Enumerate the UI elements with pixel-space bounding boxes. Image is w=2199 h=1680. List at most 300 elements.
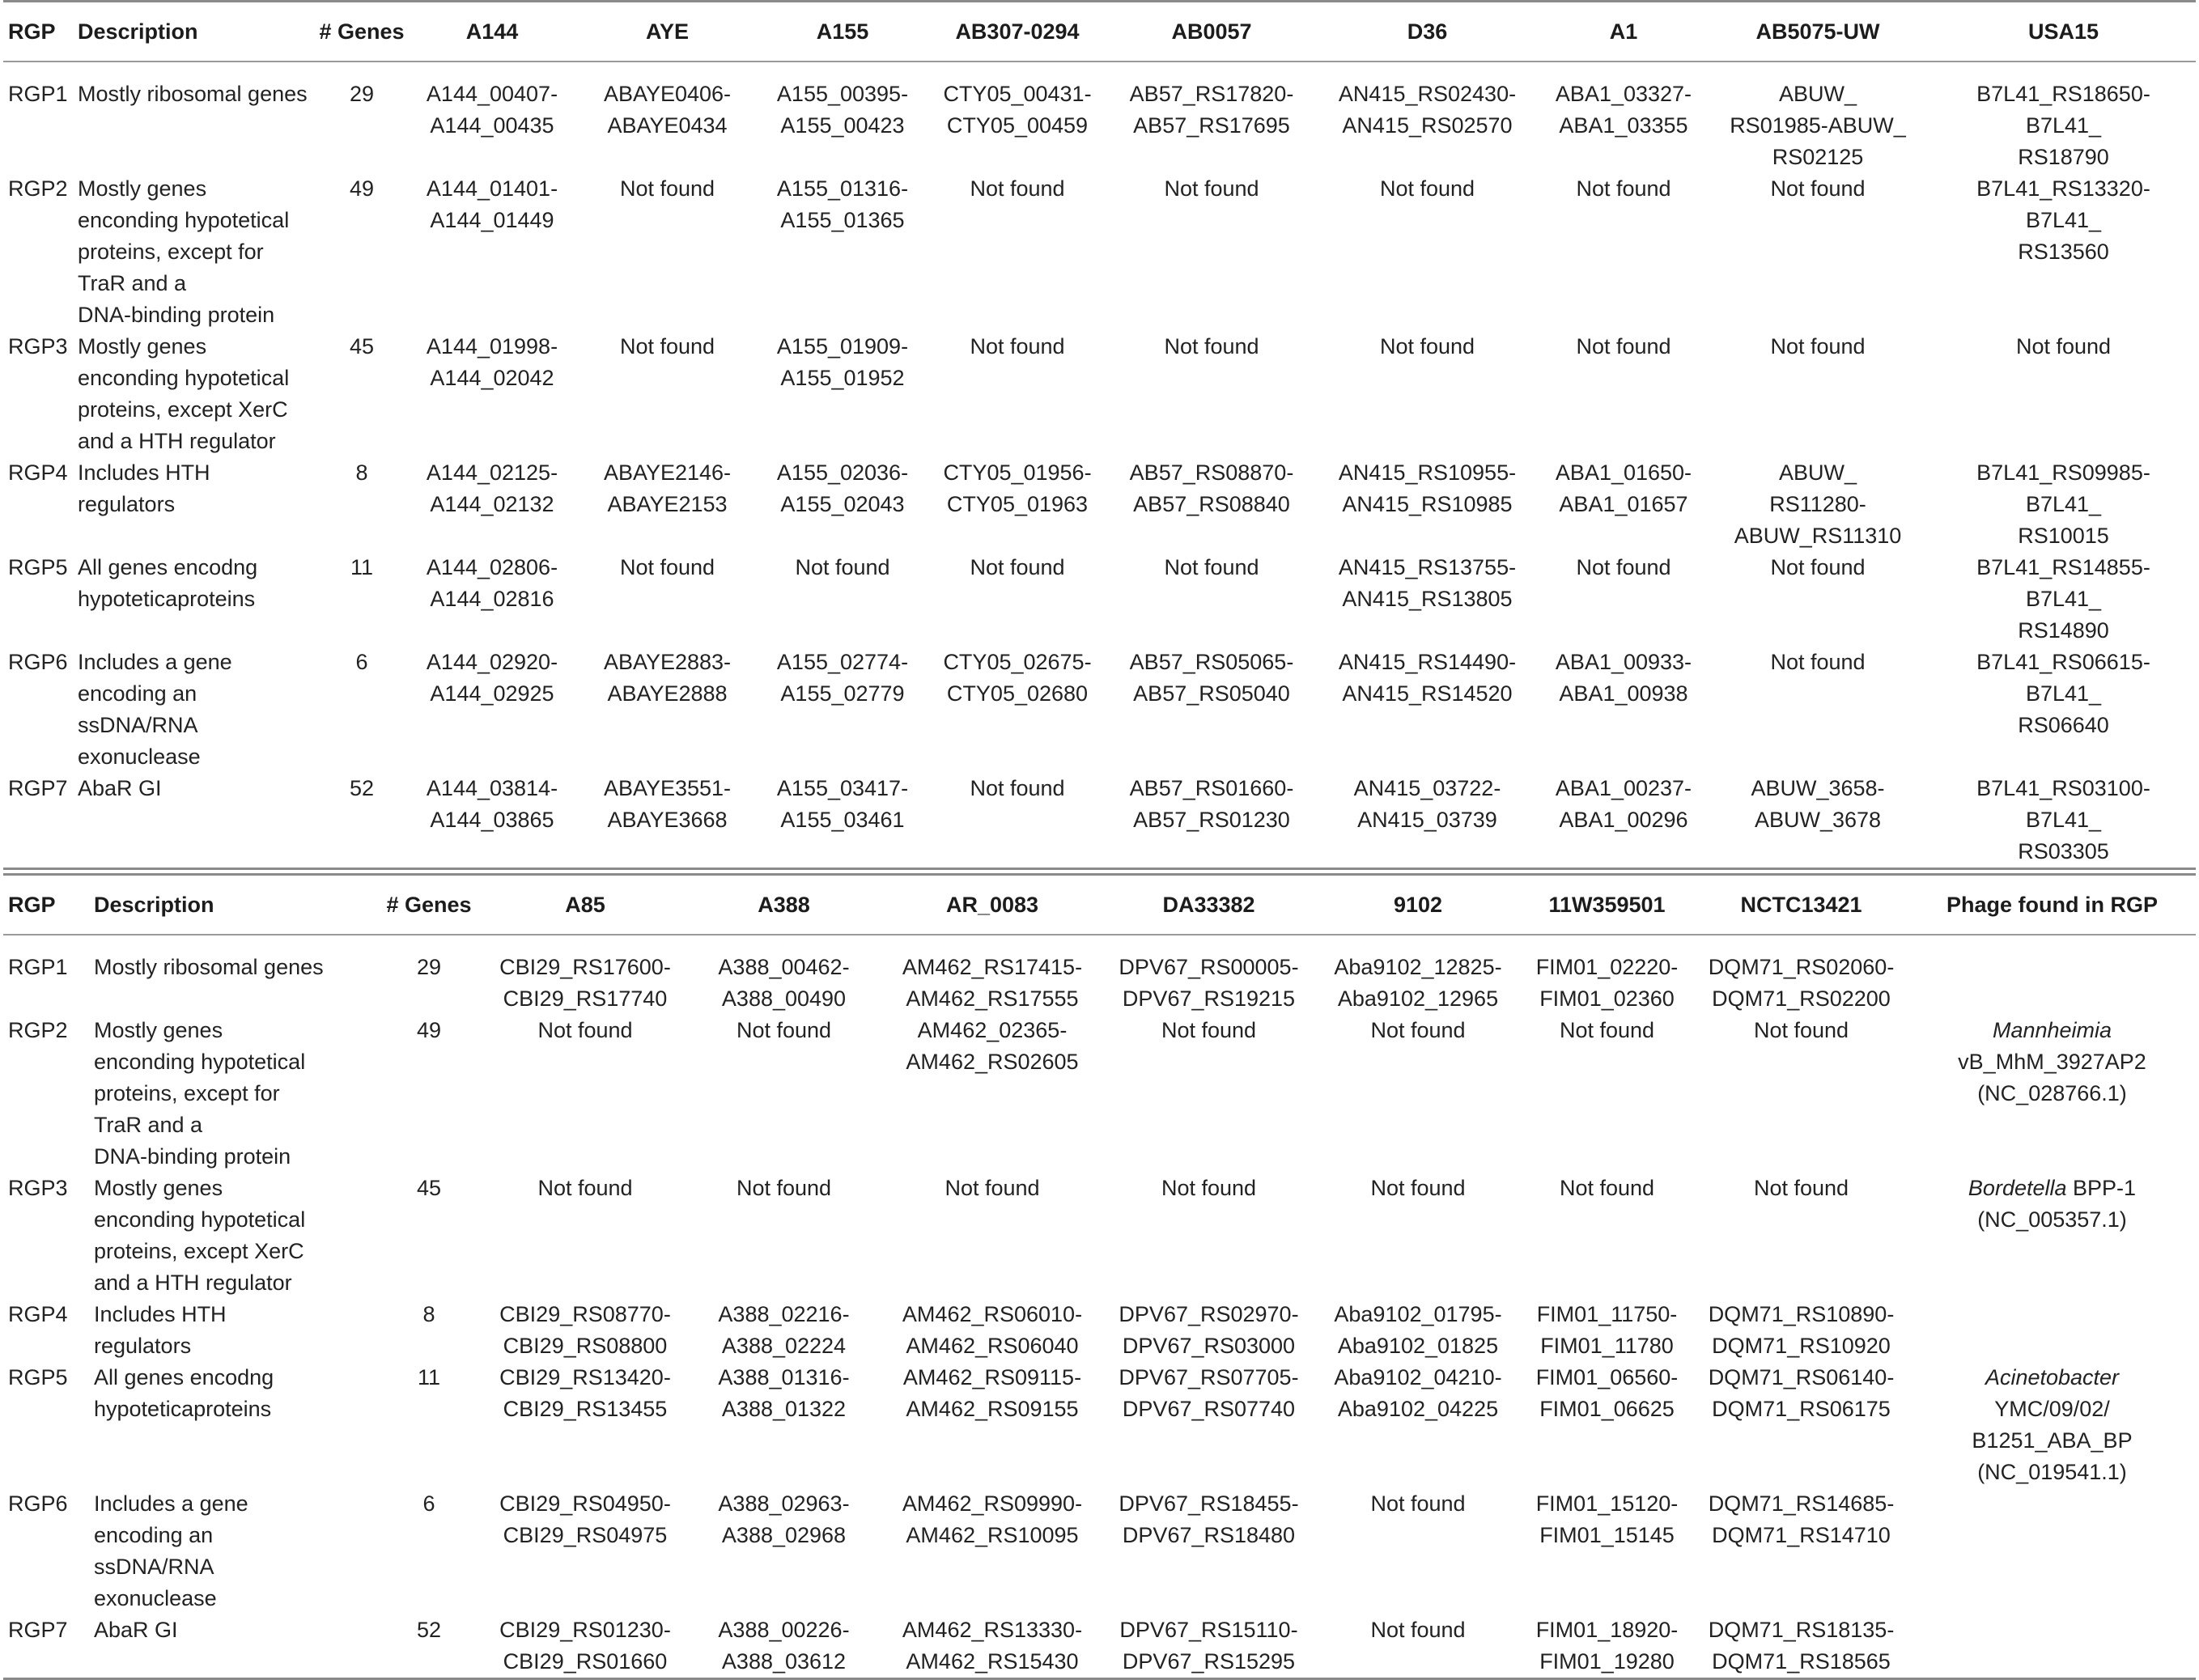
locus-cell <box>685 1015 883 1173</box>
locus-cell <box>762 773 923 869</box>
locus-line: Not found <box>736 1176 832 1200</box>
locus-line: CTY05_02680 <box>946 681 1089 706</box>
locus-line: ABUW_3658- <box>1751 776 1885 800</box>
locus-cell <box>1102 1173 1316 1299</box>
description-line: enconding hypotetical <box>78 208 290 232</box>
phage-cell <box>1908 935 2196 1015</box>
description-line: Mostly genes <box>78 334 207 358</box>
locus-cell <box>1312 647 1543 773</box>
locus-line: DPV67_RS03000 <box>1122 1334 1296 1358</box>
locus-line: B7L41_RS18650- <box>1976 82 2150 106</box>
locus-line: B7L41_ <box>2025 208 2102 232</box>
locus-cell <box>685 1299 883 1362</box>
locus-cell <box>573 457 762 552</box>
phage-name: YMC/09/02/ <box>1994 1397 2110 1421</box>
description-line: TraR and a <box>78 271 187 295</box>
rgp-cell: RGP2 <box>8 176 68 201</box>
locus-line: B7L41_RS13320- <box>1976 176 2150 201</box>
column-header: DA33382 <box>1162 892 1255 917</box>
locus-cell <box>1102 1299 1316 1362</box>
locus-cell <box>1102 1015 1316 1173</box>
locus-cell <box>762 173 923 331</box>
locus-line: ABAYE0406- <box>603 82 732 106</box>
locus-line: Not found <box>970 776 1065 800</box>
locus-cell <box>1520 1614 1694 1679</box>
locus-cell <box>411 552 573 647</box>
locus-line: ABA1_01657 <box>1559 492 1688 516</box>
locus-cell <box>411 331 573 457</box>
locus-line: AB57_RS05065- <box>1129 650 1294 674</box>
locus-cell <box>883 1614 1102 1679</box>
rgp-cell: RGP7 <box>8 776 68 800</box>
description-cell <box>94 1173 372 1299</box>
rgp-cell: RGP3 <box>8 1176 68 1200</box>
locus-line: DQM71_RS06140- <box>1708 1365 1895 1389</box>
locus-line: CBI29_RS13420- <box>499 1365 671 1389</box>
locus-cell <box>411 647 573 773</box>
locus-line: A144_02925 <box>430 681 554 706</box>
locus-line: ABUW_3678 <box>1754 808 1882 832</box>
locus-cell <box>1111 457 1312 552</box>
locus-cell <box>1312 62 1543 173</box>
locus-cell <box>685 935 883 1015</box>
description-cell <box>78 173 312 331</box>
phage-cell <box>1908 1299 2196 1362</box>
gene-count-cell: 11 <box>417 1365 441 1389</box>
locus-line: B7L41_ <box>2025 587 2102 611</box>
description-line: proteins, except for <box>94 1081 280 1105</box>
locus-line: Aba9102_04225 <box>1337 1397 1499 1421</box>
locus-line: B7L41_RS03100- <box>1976 776 2150 800</box>
description-line: Mostly ribosomal genes <box>78 82 308 106</box>
description-line: proteins, except XerC <box>78 397 288 422</box>
column-header: AR_0083 <box>945 892 1039 917</box>
locus-cell <box>1102 1614 1316 1679</box>
locus-cell <box>1520 1173 1694 1299</box>
locus-line: ABAYE3551- <box>603 776 732 800</box>
description-line: hypoteticaproteins <box>78 587 256 611</box>
locus-line: Not found <box>970 555 1065 579</box>
description-line: Includes a gene <box>78 650 232 674</box>
locus-line: A144_01449 <box>430 208 554 232</box>
description-line: All genes encodng <box>78 555 258 579</box>
locus-line: Aba9102_12965 <box>1337 986 1499 1011</box>
locus-cell <box>411 773 573 869</box>
table-row <box>3 1299 2196 1362</box>
locus-line: A155_02043 <box>780 492 905 516</box>
column-header: AB5075-UW <box>1755 19 1880 44</box>
rgp-cell: RGP3 <box>8 334 68 358</box>
locus-cell <box>1312 552 1543 647</box>
locus-line: Not found <box>619 555 715 579</box>
locus-line: B7L41_RS09985- <box>1976 460 2150 485</box>
locus-line: Not found <box>1559 1018 1655 1042</box>
gene-count-cell: 49 <box>416 1018 442 1042</box>
rgp-cell: RGP6 <box>8 650 68 674</box>
locus-line: Not found <box>1770 334 1866 358</box>
locus-cell <box>1111 331 1312 457</box>
table-row <box>3 1015 2196 1173</box>
table-row <box>3 647 2196 773</box>
locus-line: A388_02963- <box>718 1491 850 1516</box>
phage-genus: Acinetobacter <box>1985 1365 2120 1389</box>
locus-cell <box>685 1614 883 1679</box>
locus-line: Not found <box>1164 555 1259 579</box>
locus-cell <box>1111 62 1312 173</box>
locus-line: AB57_RS08840 <box>1133 492 1290 516</box>
locus-line: A144_03814- <box>426 776 558 800</box>
locus-cell <box>1316 935 1520 1015</box>
phage-name: (NC_019541.1) <box>1977 1460 2127 1484</box>
locus-cell <box>1312 173 1543 331</box>
locus-line: ABAYE2883- <box>603 650 732 674</box>
locus-line: AM462_RS15430 <box>906 1649 1079 1674</box>
locus-cell <box>1694 1614 1908 1679</box>
column-header: A155 <box>816 19 869 44</box>
locus-cell <box>486 1488 685 1614</box>
locus-cell <box>486 1362 685 1488</box>
column-header: AB307-0294 <box>955 19 1080 44</box>
description-cell <box>94 1614 372 1679</box>
locus-line: DQM71_RS06175 <box>1712 1397 1891 1421</box>
locus-line: Aba9102_01795- <box>1334 1302 1502 1326</box>
locus-line: DPV67_RS02970- <box>1119 1302 1299 1326</box>
locus-cell <box>573 647 762 773</box>
locus-line: CTY05_01956- <box>943 460 1092 485</box>
locus-line: CTY05_02675- <box>943 650 1092 674</box>
locus-cell <box>486 935 685 1015</box>
locus-cell <box>1520 935 1694 1015</box>
locus-line: Not found <box>1164 176 1259 201</box>
description-cell <box>94 1488 372 1614</box>
description-line: exonuclease <box>94 1586 217 1610</box>
locus-line: A144_02920- <box>426 650 558 674</box>
gene-count-cell: 29 <box>349 82 375 106</box>
description-line: All genes encodng <box>94 1365 274 1389</box>
locus-line: A144_00407- <box>426 82 558 106</box>
phage-cell <box>1908 1488 2196 1614</box>
locus-cell <box>923 331 1111 457</box>
locus-line: Not found <box>537 1176 633 1200</box>
rgp-cell: RGP2 <box>8 1018 68 1042</box>
locus-line: Not found <box>1161 1018 1257 1042</box>
locus-line: Not found <box>736 1018 832 1042</box>
locus-cell <box>883 1362 1102 1488</box>
locus-line: A144_02132 <box>430 492 554 516</box>
locus-line: Not found <box>1576 334 1671 358</box>
locus-line: A388_02216- <box>718 1302 850 1326</box>
locus-line: AB57_RS17820- <box>1129 82 1294 106</box>
locus-line: AN415_RS02430- <box>1338 82 1517 106</box>
locus-line: AM462_RS17555 <box>906 986 1079 1011</box>
locus-line: RS14890 <box>2018 618 2109 643</box>
description-line: enconding hypotetical <box>94 1207 306 1232</box>
phage-genus: Bordetella <box>1968 1176 2067 1200</box>
locus-line: RS13560 <box>2018 240 2109 264</box>
locus-cell <box>1312 457 1543 552</box>
locus-line: FIM01_15145 <box>1539 1523 1675 1547</box>
phage-name: (NC_005357.1) <box>1977 1207 2127 1232</box>
locus-line: Not found <box>1576 555 1671 579</box>
locus-line: ABUW_RS11310 <box>1734 524 1902 548</box>
locus-line: ABAYE0434 <box>607 113 728 138</box>
locus-cell <box>411 173 573 331</box>
table-row <box>3 173 2196 331</box>
locus-cell <box>1111 647 1312 773</box>
locus-cell <box>1931 173 2196 331</box>
locus-cell <box>1316 1173 1520 1299</box>
locus-line: AN415_RS10955- <box>1338 460 1517 485</box>
locus-line: AM462_RS09155 <box>906 1397 1079 1421</box>
locus-cell <box>1931 331 2196 457</box>
column-header: # Genes <box>319 19 405 44</box>
locus-line: ABAYE2888 <box>607 681 728 706</box>
locus-cell <box>411 62 573 173</box>
locus-line: DPV67_RS00005- <box>1119 955 1299 979</box>
locus-line: ABA1_00933- <box>1555 650 1692 674</box>
locus-line: AM462_RS06040 <box>906 1334 1079 1358</box>
locus-line: CBI29_RS13455 <box>503 1397 668 1421</box>
phage-cell <box>1908 1015 2196 1173</box>
locus-line: RS11280- <box>1769 492 1866 516</box>
locus-line: Not found <box>1576 176 1671 201</box>
locus-cell <box>685 1362 883 1488</box>
locus-cell <box>1316 1614 1520 1679</box>
column-header: RGP <box>8 892 56 917</box>
locus-cell <box>573 552 762 647</box>
locus-cell <box>573 331 762 457</box>
table-row <box>3 1362 2196 1488</box>
rgp-cell: RGP5 <box>8 1365 68 1389</box>
locus-cell <box>1102 1362 1316 1488</box>
locus-cell <box>1111 773 1312 869</box>
locus-cell <box>1543 331 1704 457</box>
locus-line: RS18790 <box>2018 145 2109 169</box>
gene-count-cell: 52 <box>349 776 375 800</box>
locus-line: AN415_RS10985 <box>1342 492 1513 516</box>
locus-cell <box>1316 1362 1520 1488</box>
locus-line: Not found <box>970 334 1065 358</box>
description-line: encoding an <box>94 1523 214 1547</box>
locus-line: FIM01_02220- <box>1535 955 1679 979</box>
locus-line: A155_01909- <box>776 334 909 358</box>
locus-line: AM462_RS06010- <box>902 1302 1083 1326</box>
gene-count-cell: 29 <box>416 955 442 979</box>
locus-cell <box>1704 331 1931 457</box>
description-cell <box>78 647 312 773</box>
locus-cell <box>1704 773 1931 869</box>
locus-line: A155_02779 <box>780 681 905 706</box>
locus-line: AM462_RS17415- <box>902 955 1083 979</box>
locus-line: DQM71_RS14685- <box>1708 1491 1895 1516</box>
locus-line: DPV67_RS07705- <box>1119 1365 1299 1389</box>
table-row <box>3 1614 2196 1679</box>
locus-line: AN415_RS02570 <box>1342 113 1513 138</box>
column-header: Description <box>78 19 198 44</box>
locus-line: Not found <box>619 334 715 358</box>
locus-line: RS03305 <box>2018 839 2109 863</box>
locus-line: AN415_RS13805 <box>1342 587 1513 611</box>
locus-cell <box>1520 1015 1694 1173</box>
column-header: Description <box>94 892 214 917</box>
locus-line: DPV67_RS15295 <box>1122 1649 1296 1674</box>
locus-cell <box>923 173 1111 331</box>
locus-line: A155_01365 <box>780 208 905 232</box>
locus-cell <box>1543 457 1704 552</box>
locus-cell <box>411 457 573 552</box>
locus-line: A388_00490 <box>721 986 847 1011</box>
description-line: DNA-binding protein <box>94 1144 291 1169</box>
locus-line: Not found <box>795 555 890 579</box>
description-line: Includes a gene <box>94 1491 248 1516</box>
description-line: Mostly genes <box>94 1018 223 1042</box>
locus-line: CTY05_01963 <box>946 492 1089 516</box>
table-row <box>3 1173 2196 1299</box>
locus-cell <box>1694 1299 1908 1362</box>
column-header: # Genes <box>386 892 472 917</box>
locus-cell <box>573 773 762 869</box>
locus-line: A144_02816 <box>430 587 554 611</box>
locus-line: A388_01322 <box>721 1397 847 1421</box>
locus-line: CBI29_RS01660 <box>503 1649 668 1674</box>
locus-line: AB57_RS08870- <box>1129 460 1294 485</box>
locus-line: Not found <box>1770 555 1866 579</box>
locus-line: B7L41_ <box>2025 113 2102 138</box>
column-header: A1 <box>1609 19 1638 44</box>
table-row <box>3 773 2196 869</box>
description-line: AbaR GI <box>78 776 162 800</box>
description-line: and a HTH regulator <box>94 1271 292 1295</box>
locus-line: A388_02224 <box>721 1334 847 1358</box>
locus-line: DPV67_RS19215 <box>1122 986 1296 1011</box>
locus-line: Not found <box>2015 334 2112 358</box>
locus-cell <box>1520 1488 1694 1614</box>
gene-count-cell: 45 <box>416 1176 442 1200</box>
locus-line: DQM71_RS02200 <box>1712 986 1891 1011</box>
locus-cell <box>1704 62 1931 173</box>
locus-line: A144_03865 <box>430 808 554 832</box>
locus-cell <box>1312 773 1543 869</box>
column-header: D36 <box>1407 19 1448 44</box>
locus-cell <box>883 1173 1102 1299</box>
locus-line: CBI29_RS04950- <box>499 1491 671 1516</box>
description-line: TraR and a <box>94 1113 203 1137</box>
description-cell <box>94 1362 372 1488</box>
locus-line: Not found <box>1559 1176 1655 1200</box>
locus-line: AM462_02365- <box>917 1018 1068 1042</box>
description-line: and a HTH regulator <box>78 429 276 453</box>
column-header: A85 <box>565 892 605 917</box>
locus-line: ABAYE2153 <box>607 492 728 516</box>
locus-line: FIM01_15120- <box>1535 1491 1679 1516</box>
locus-line: AM462_RS02605 <box>906 1050 1079 1074</box>
phage-name: B1251_ABA_BP <box>1972 1428 2133 1453</box>
rgp-cell: RGP4 <box>8 460 68 485</box>
locus-line: CBI29_RS08770- <box>499 1302 671 1326</box>
locus-line: Not found <box>970 176 1065 201</box>
description-line: Includes HTH <box>78 460 210 485</box>
locus-line: Not found <box>1770 650 1866 674</box>
locus-line: Not found <box>1164 334 1259 358</box>
locus-cell <box>923 647 1111 773</box>
locus-cell <box>685 1173 883 1299</box>
locus-cell <box>1704 457 1931 552</box>
table-row <box>3 552 2196 647</box>
locus-cell <box>923 457 1111 552</box>
locus-line: CBI29_RS04975 <box>503 1523 668 1547</box>
description-cell <box>78 552 312 647</box>
locus-line: ABA1_00296 <box>1559 808 1688 832</box>
locus-cell <box>762 647 923 773</box>
table-row <box>3 935 2196 1015</box>
locus-cell <box>1931 457 2196 552</box>
description-line: ssDNA/RNA <box>78 713 198 737</box>
rgp-table-2 <box>3 873 2196 1680</box>
locus-line: CTY05_00459 <box>946 113 1089 138</box>
locus-line: AB57_RS05040 <box>1133 681 1290 706</box>
description-cell <box>94 1015 372 1173</box>
locus-line: ABA1_00237- <box>1555 776 1692 800</box>
locus-line: RS10015 <box>2018 524 2109 548</box>
locus-line: AN415_03722- <box>1353 776 1501 800</box>
locus-line: A144_01998- <box>426 334 558 358</box>
locus-line: ABA1_03327- <box>1555 82 1692 106</box>
locus-line: RS02125 <box>1772 145 1864 169</box>
locus-line: Not found <box>1370 1018 1466 1042</box>
locus-line: RS06640 <box>2018 713 2109 737</box>
locus-cell <box>923 773 1111 869</box>
locus-line: DPV67_RS18455- <box>1119 1491 1299 1516</box>
locus-line: Not found <box>1753 1018 1849 1042</box>
locus-line: Not found <box>1161 1176 1257 1200</box>
locus-line: DQM71_RS18565 <box>1712 1649 1891 1674</box>
locus-line: ABAYE3668 <box>607 808 728 832</box>
phage-cell <box>1908 1362 2196 1488</box>
phage-name: (NC_028766.1) <box>1977 1081 2127 1105</box>
locus-cell <box>486 1299 685 1362</box>
locus-line: CBI29_RS08800 <box>503 1334 668 1358</box>
locus-line: AB57_RS17695 <box>1133 113 1290 138</box>
locus-cell <box>923 552 1111 647</box>
locus-cell <box>1316 1015 1520 1173</box>
locus-cell <box>486 1614 685 1679</box>
table-header-row <box>3 875 2196 935</box>
locus-line: A388_00462- <box>718 955 850 979</box>
locus-cell <box>923 62 1111 173</box>
description-line: regulators <box>94 1334 192 1358</box>
locus-line: DQM71_RS02060- <box>1708 955 1895 979</box>
description-cell <box>78 62 312 173</box>
gene-count-cell: 45 <box>349 334 375 358</box>
locus-cell <box>762 457 923 552</box>
locus-line: AN415_RS14520 <box>1342 681 1513 706</box>
locus-line: Not found <box>945 1176 1040 1200</box>
locus-line: A155_02774- <box>776 650 909 674</box>
table-row <box>3 1488 2196 1614</box>
locus-line: A155_02036- <box>776 460 909 485</box>
locus-cell <box>883 1015 1102 1173</box>
locus-cell <box>1543 773 1704 869</box>
locus-cell <box>573 173 762 331</box>
phage-name: vB_MhM_3927AP2 <box>1958 1050 2146 1074</box>
description-line: DNA-binding protein <box>78 303 275 327</box>
locus-line: A155_00395- <box>776 82 909 106</box>
table-row <box>3 457 2196 552</box>
locus-cell <box>883 1299 1102 1362</box>
locus-cell <box>573 62 762 173</box>
locus-line: DPV67_RS18480 <box>1122 1523 1296 1547</box>
column-header: 11W359501 <box>1548 892 1666 917</box>
